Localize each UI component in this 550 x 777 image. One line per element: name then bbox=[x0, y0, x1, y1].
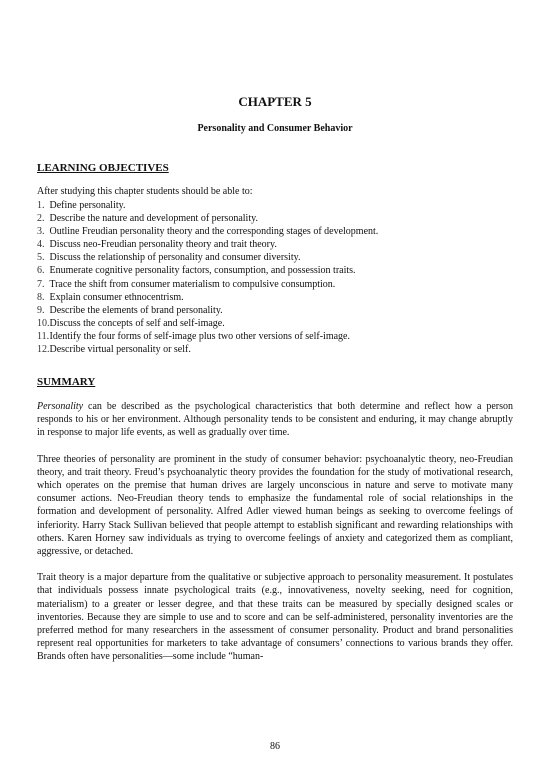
item-text: Trace the shift from consumer materialism to compulsive consumption. bbox=[49, 278, 336, 290]
list-item bbox=[37, 238, 378, 251]
item-text: Describe the elements of brand personality. bbox=[49, 304, 223, 316]
item-number: 8. bbox=[37, 291, 45, 303]
list-item bbox=[37, 291, 378, 304]
item-number: 12. bbox=[37, 344, 50, 356]
item-text: Identify the four forms of self-image plus two other versions of self-image. bbox=[49, 330, 350, 342]
chapter-subtitle: Personality and Consumer Behavior bbox=[197, 123, 353, 134]
item-number: 1. bbox=[37, 200, 45, 211]
learning-objectives-heading: LEARNING OBJECTIVES bbox=[37, 162, 169, 174]
list-item bbox=[37, 343, 378, 356]
item-number: 10. bbox=[37, 317, 50, 329]
item-text: Discuss the concepts of self and self-image. bbox=[49, 317, 225, 329]
list-item bbox=[37, 251, 378, 264]
item-number: 9. bbox=[37, 304, 45, 316]
list-item bbox=[37, 225, 378, 238]
item-number: 6. bbox=[37, 265, 45, 277]
summary-paragraph-2: Three theories of personality are prominent in the study of consumer behavior: psychoanalytic theory, neo-Freudian theory, and trait theory. Freud’s psychoanalytic theory provides the foundation for the study of motivational research, which operates on the premise that human drives are largely unconscious in nature and serve to motivate many consumer actions. Neo-Freudian theory tends to emphasize the fundamental role of social relationships in the formation and development of personality. Alfred Adler viewed human beings as seeking to overcome feelings of inferiority. Harry Stack Sullivan believed that people attempt to establish significant and rewarding relationships with others. Karen Horney saw individuals as trying to overcome feelings of anxiety and categorized them as compliant, aggressive, or detached. bbox=[37, 453, 513, 558]
list-item bbox=[37, 278, 378, 291]
item-text: Describe virtual personality or self. bbox=[49, 344, 191, 356]
summary-body bbox=[37, 400, 513, 677]
item-number: 2. bbox=[37, 213, 45, 225]
item-text: Discuss neo-Freudian personality theory and trait theory. bbox=[49, 239, 277, 251]
document-page bbox=[37, 0, 513, 777]
item-text: Explain consumer ethnocentrism. bbox=[49, 291, 184, 303]
item-number: 11. bbox=[37, 330, 50, 342]
paragraph-text: can be described as the psychological characteristics that both determine and reflect how a person responds to his or her environment. Although personality tends to be consistent and enduring, it may change abruptly in response to major life events, as well as gradually over time. bbox=[37, 401, 513, 439]
list-item bbox=[37, 212, 378, 225]
item-text: Define personality. bbox=[49, 200, 126, 211]
list-item bbox=[37, 199, 378, 212]
item-number: 4. bbox=[37, 239, 45, 251]
item-text: Enumerate cognitive personality factors, consumption, and possession traits. bbox=[49, 265, 356, 277]
learning-objectives-list bbox=[37, 199, 378, 356]
summary-paragraph-1 bbox=[37, 400, 513, 440]
item-number: 7. bbox=[37, 278, 45, 290]
item-text: Outline Freudian personality theory and the corresponding stages of development. bbox=[49, 226, 379, 238]
summary-heading: SUMMARY bbox=[37, 376, 96, 388]
item-text: Describe the nature and development of personality. bbox=[49, 213, 258, 225]
list-item bbox=[37, 317, 378, 330]
item-number: 5. bbox=[37, 252, 45, 264]
personality-term: Personality bbox=[37, 401, 84, 412]
item-text: Discuss the relationship of personality and consumer diversity. bbox=[49, 252, 301, 264]
learning-objectives-intro: After studying this chapter students should be able to: bbox=[37, 186, 253, 197]
list-item bbox=[37, 264, 378, 277]
list-item bbox=[37, 304, 378, 317]
item-number: 3. bbox=[37, 226, 45, 238]
page-number: 86 bbox=[270, 741, 280, 752]
summary-paragraph-3: Trait theory is a major departure from the qualitative or subjective approach to personality measurement. It postulates that individuals possess innate psychological traits (e.g., innovativeness, novelty seeking, need for cognition, materialism) to a greater or lesser degree, and that these traits can be measured by specially designed scales or inventories. Because they are simple to use and to score and can be self-administered, personality inventories are the preferred method for many researchers in the assessment of consumer personality. Product and brand personalities represent real opportunities for marketers to take advantage of consumers’ connections to various brands they offer. Brands often have personalities—some include “human- bbox=[37, 572, 513, 663]
chapter-title: CHAPTER 5 bbox=[238, 94, 312, 109]
list-item bbox=[37, 330, 378, 343]
